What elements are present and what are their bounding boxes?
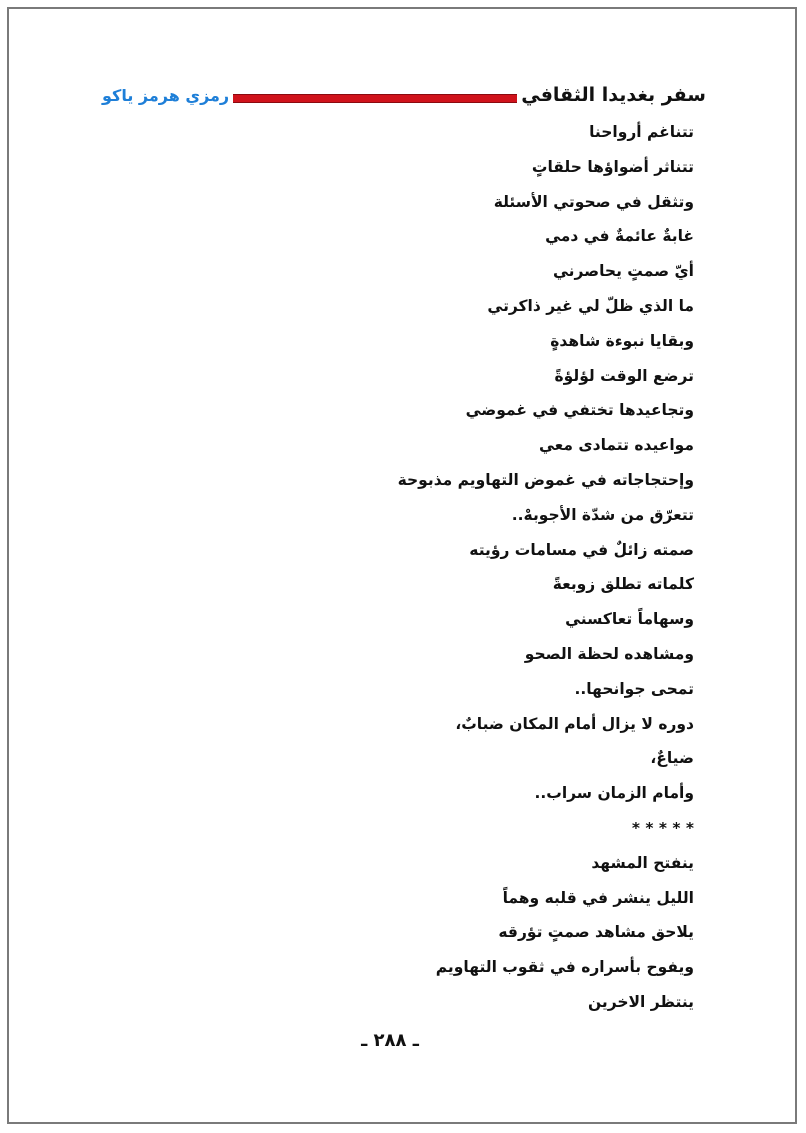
- author-name: رمزي هرمز ياكو: [98, 83, 233, 109]
- poem-line: وأمام الزمان سراب..: [534, 784, 694, 803]
- poem-line: وإحتجاجاته في غموض التهاويم مذبوحة: [397, 470, 694, 489]
- poem-line: دوره لا يزال أمام المكان ضبابٌ،: [455, 714, 694, 733]
- poem-line: أيّ صمتٍ يحاصرني: [552, 262, 694, 281]
- poem-line: صمته زائلٌ في مسامات رؤيته: [469, 540, 694, 559]
- page-number: ـ ٢٨٨ ـ: [361, 1030, 419, 1051]
- poem-line: الليل ينشر في قلبه وهماً: [502, 888, 694, 907]
- page-header: [98, 84, 710, 112]
- poem-line: وتثقل في صحوتي الأسئلة: [493, 192, 694, 211]
- poem-line: ترضع الوقت لؤلؤةً: [554, 366, 694, 385]
- poem-line: ينفتح المشهد: [591, 853, 694, 872]
- poem-line: ويفوح بأسراره في ثقوب التهاويم: [435, 958, 694, 977]
- poem-line: تمحى جوانحها..: [574, 679, 694, 698]
- poem-line: ما الذي ظلّ لي غير ذاكرتي: [487, 296, 694, 315]
- poem-line: تتعرّق من شدّة الأجوبهْ..: [511, 505, 694, 524]
- poem-line: ومشاهده لحظة الصحو: [524, 644, 694, 663]
- poem-line: وسهاماً تعاكسني: [565, 610, 694, 629]
- poem-line: وبقايا نبوءة شاهدةٍ: [550, 331, 694, 350]
- poem-line: غابةٌ عائمةٌ في دمي: [545, 227, 694, 246]
- poem-line: كلماته تطلق زوبعةً: [552, 575, 694, 594]
- poem-line: مواعيده تتمادى معي: [539, 436, 694, 455]
- poem-line: تتناثر أضواؤها حلقاتٍ: [531, 157, 694, 176]
- poem-line: ضياعٌ،: [650, 749, 694, 768]
- poem-line: * * * * *: [631, 818, 694, 837]
- poem-line: وتجاعيدها تختفي في غموضي: [465, 401, 694, 420]
- poem-line: يلاحق مشاهد صمتٍ تؤرقه: [498, 923, 694, 942]
- poem-body: [274, 115, 694, 1020]
- book-title: سفر بغديدا الثقافي: [517, 82, 710, 108]
- poem-line: تتناغم أرواحنا: [589, 123, 694, 141]
- poem-line: ينتظر الاخرين: [587, 992, 694, 1011]
